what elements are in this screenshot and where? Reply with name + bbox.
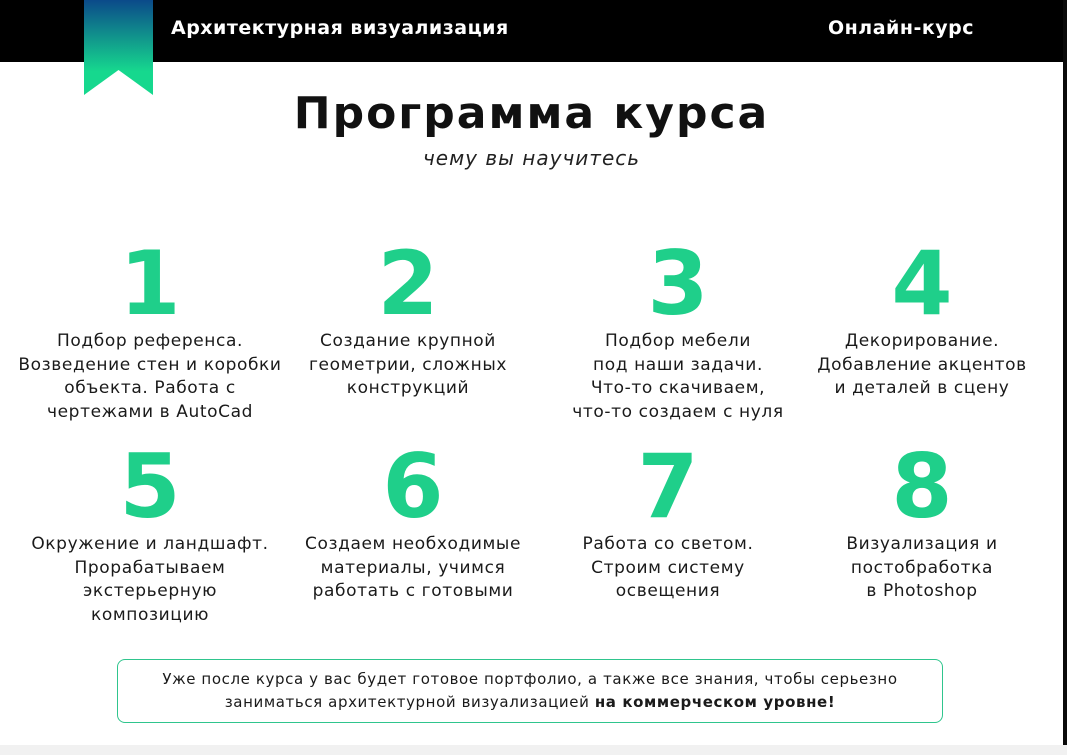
step-line: конструкций bbox=[346, 378, 470, 398]
summary-callout bbox=[117, 659, 943, 723]
page-edge-bottom bbox=[0, 745, 1067, 755]
step-card-5 bbox=[5, 435, 295, 627]
step-line: Создаем необходимые bbox=[305, 534, 521, 554]
step-line: чертежами в AutoCad bbox=[46, 401, 254, 422]
step-line: под наши задачи. bbox=[593, 354, 763, 375]
step-number: 4 bbox=[891, 232, 953, 335]
step-description bbox=[5, 533, 295, 627]
course-format: Онлайн-курс bbox=[828, 17, 974, 39]
step-description bbox=[777, 533, 1067, 604]
course-title: Архитектурная визуализация bbox=[171, 17, 509, 39]
summary-emphasis: на коммерческом уровне! bbox=[594, 693, 836, 711]
step-number: 7 bbox=[637, 435, 699, 538]
step-line: экстерьерную bbox=[82, 581, 218, 601]
step-number: 8 bbox=[891, 435, 953, 538]
page-subtitle: чему вы научитесь bbox=[422, 146, 641, 170]
step-line: материалы, учимся bbox=[320, 557, 506, 578]
step-description bbox=[5, 330, 295, 424]
step-card-1 bbox=[5, 232, 295, 424]
step-line: и деталей в сцену bbox=[834, 378, 1010, 398]
step-line: Возведение стен и коробки bbox=[18, 354, 282, 375]
step-card-6 bbox=[268, 435, 558, 604]
step-line: Прорабатываем bbox=[74, 557, 226, 578]
step-line: Подбор мебели bbox=[605, 331, 751, 351]
step-number: 5 bbox=[119, 435, 181, 538]
step-line: работать с готовыми bbox=[312, 581, 514, 601]
summary-line-2-text: заниматься архитектурной визуализацией bbox=[224, 693, 595, 711]
step-line: Декорирование. bbox=[844, 331, 1000, 351]
step-line: Что-то скачиваем, bbox=[590, 378, 766, 398]
step-line: Окружение и ландшафт. bbox=[31, 534, 269, 554]
page-title: Программа курса bbox=[293, 88, 770, 139]
step-line: освещения bbox=[615, 581, 721, 601]
step-description bbox=[523, 533, 813, 604]
bookmark-ribbon-icon bbox=[84, 0, 153, 95]
step-card-2 bbox=[263, 232, 553, 401]
step-line: Строим систему bbox=[591, 557, 745, 578]
step-line: что-то создаем с нуля bbox=[572, 401, 784, 422]
step-line: в Photoshop bbox=[866, 581, 978, 601]
step-line: Работа со светом. bbox=[582, 534, 754, 554]
step-line: геометрии, сложных bbox=[309, 354, 507, 375]
step-line: Подбор референса. bbox=[57, 331, 243, 351]
summary-line-2 bbox=[225, 693, 836, 711]
step-line: постобработка bbox=[850, 557, 994, 578]
step-line: Добавление акцентов bbox=[817, 354, 1027, 375]
step-line: композицию bbox=[90, 604, 210, 625]
step-number: 2 bbox=[377, 232, 439, 335]
step-number: 3 bbox=[647, 232, 709, 335]
step-number: 1 bbox=[119, 232, 181, 335]
step-description bbox=[777, 330, 1067, 401]
step-card-4 bbox=[777, 232, 1067, 401]
step-card-7 bbox=[523, 435, 813, 604]
step-card-8 bbox=[777, 435, 1067, 604]
step-line: Визуализация и bbox=[846, 534, 998, 554]
step-description bbox=[268, 533, 558, 604]
step-line: объекта. Работа с bbox=[64, 378, 236, 398]
step-description bbox=[263, 330, 553, 401]
step-line: Создание крупной bbox=[320, 331, 496, 351]
summary-line-1: Уже после курса у вас будет готовое портфолио, а также все знания, чтобы серьезно bbox=[162, 670, 898, 688]
step-number: 6 bbox=[382, 435, 444, 538]
